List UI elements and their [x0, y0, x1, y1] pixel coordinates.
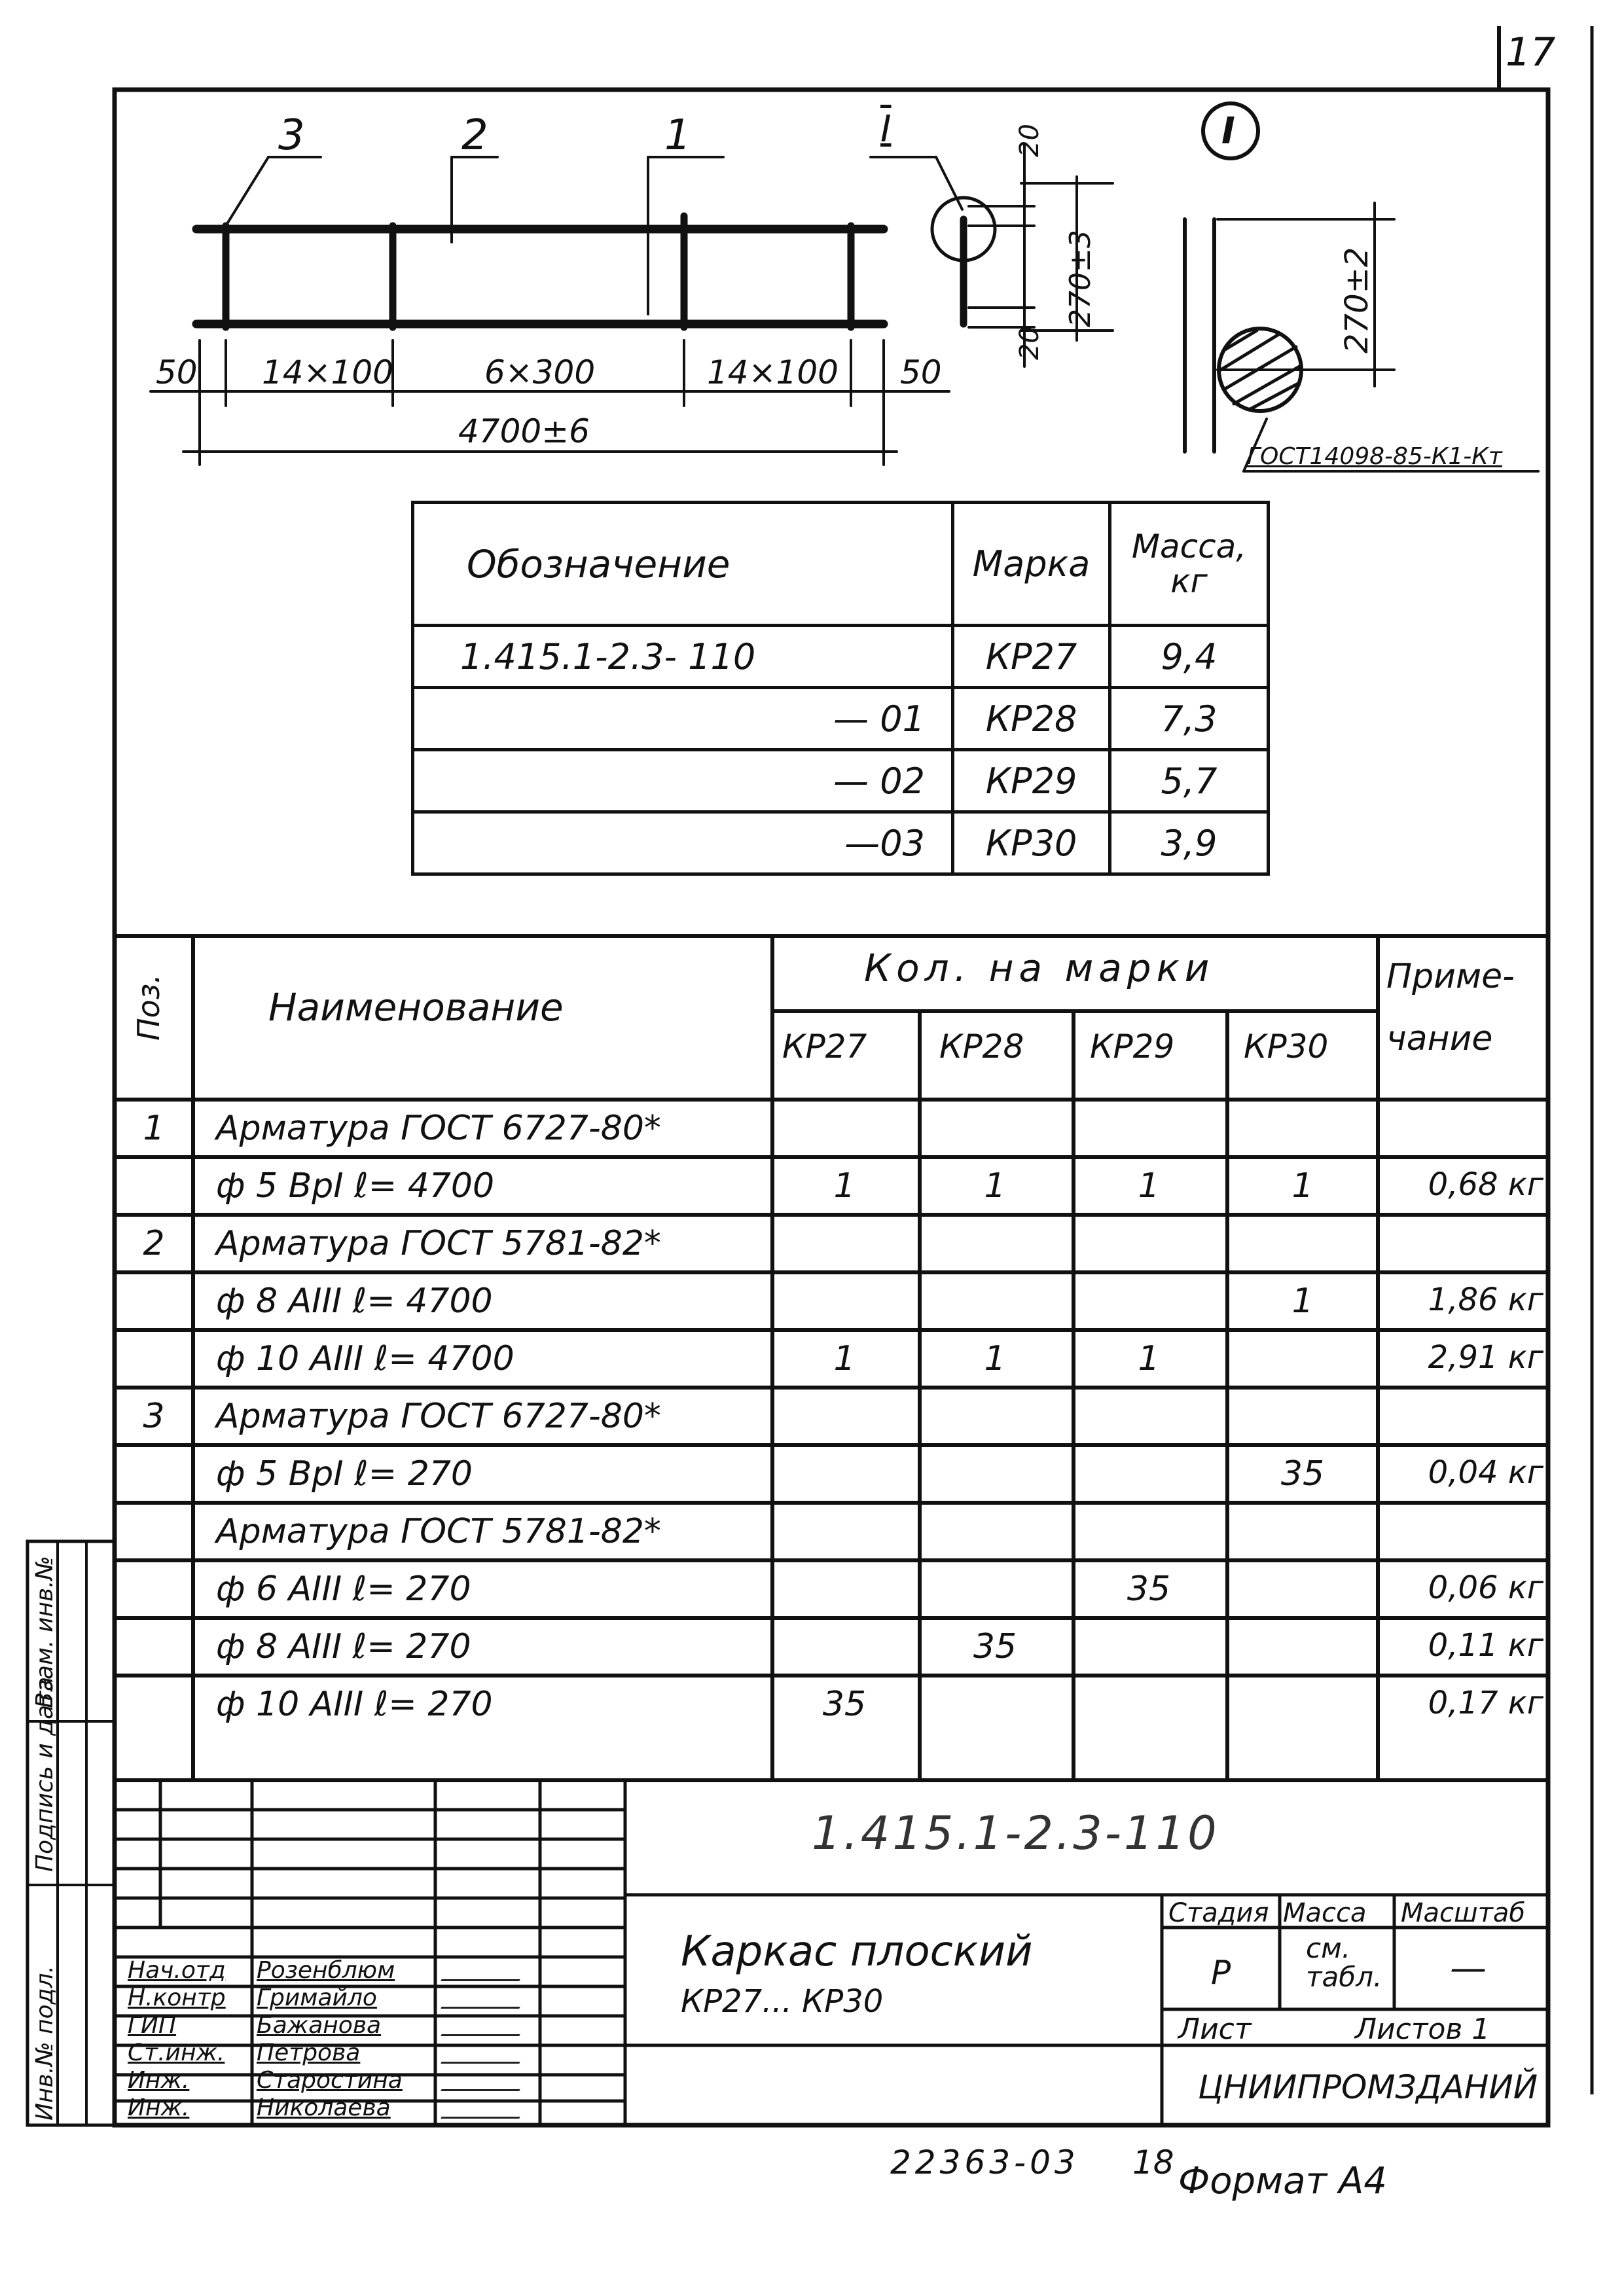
signature-scribble	[441, 2045, 528, 2064]
spec-row-qty: 1	[1291, 1282, 1314, 1321]
footer-number: 18	[1132, 2144, 1174, 2181]
spec-row-name: Арматура ГОСТ 6727-80*	[216, 1109, 661, 1148]
spec-row-note: 0,17 кг	[1428, 1685, 1543, 1721]
signature-scribble	[441, 2072, 528, 2091]
spec-row-note: 2,91 кг	[1428, 1339, 1543, 1376]
spec-row-name: Арматура ГОСТ 5781-82*	[216, 1512, 661, 1551]
signatory-name: Гримайло	[257, 1984, 377, 2011]
section-mark: I	[880, 108, 892, 151]
spec-row-name: ф 6 АIII ℓ= 270	[216, 1570, 471, 1609]
sheets-label: Листов 1	[1355, 2013, 1490, 2046]
signatory-role: Нач.отд	[128, 1957, 226, 1984]
spec-row-qty: 1	[833, 1339, 856, 1378]
signatory-role: Инж.	[128, 2067, 190, 2094]
mark-table-header-mass: Масса, кг	[1110, 503, 1269, 626]
dim-cover-bottom: 20	[1015, 327, 1045, 360]
doc-subtitle: КР27... КР30	[681, 1983, 884, 2020]
spec-row-name: ф 8 АIII ℓ= 4700	[216, 1282, 493, 1321]
spec-row-pos: 1	[143, 1109, 165, 1148]
signatory-role: Ст.инж.	[128, 2039, 225, 2066]
dim-total-length: 4700±6	[458, 412, 590, 450]
footer-format: Формат А4	[1178, 2160, 1387, 2202]
organization: ЦНИИПРОМЗДАНИЙ	[1198, 2068, 1538, 2106]
spec-row-name: ф 10 АIII ℓ= 270	[216, 1685, 493, 1724]
spec-row-name: ф 5 ВрI ℓ= 4700	[216, 1166, 495, 1206]
dim-right-spacing: 14×100	[707, 353, 839, 391]
stage-label: Стадия	[1168, 1898, 1269, 1928]
dim-right-end: 50	[900, 353, 942, 391]
mark-row-mass: 9,4	[1110, 626, 1269, 688]
spec-row-qty: 35	[822, 1685, 867, 1724]
footer-code: 22363-03	[890, 2144, 1079, 2181]
section-mark-circled: I	[1221, 110, 1235, 152]
spec-row-note: 0,06 кг	[1428, 1570, 1543, 1606]
spec-row-note: 0,68 кг	[1428, 1166, 1543, 1203]
dim-left-end: 50	[156, 353, 198, 391]
spec-header-qty: Кол. на марки	[864, 946, 1215, 990]
spec-header-mark: КР30	[1244, 1028, 1329, 1066]
mass-label: Масса	[1283, 1898, 1367, 1928]
signatory-name: Бажанова	[257, 2012, 382, 2039]
signature-scribble	[441, 2100, 528, 2119]
spec-row-qty: 35	[973, 1627, 1017, 1666]
dim-cover-top: 20	[1015, 124, 1045, 157]
spec-row-qty: 1	[833, 1166, 856, 1206]
spec-row-qty: 1	[984, 1166, 1006, 1206]
signatory-role: Инж.	[128, 2094, 190, 2121]
mark-row-mass: 7,3	[1110, 688, 1269, 750]
spec-row-name: Арматура ГОСТ 6727-80*	[216, 1397, 661, 1436]
callout-position-3: 3	[278, 111, 305, 160]
callout-position-1: 1	[664, 111, 691, 160]
mark-table-header-designation: Обозначение	[413, 503, 953, 626]
spec-row-name: ф 5 ВрI ℓ= 270	[216, 1454, 473, 1494]
dim-section-height: 270±3	[1064, 230, 1097, 327]
spec-row-pos: 3	[143, 1397, 165, 1436]
page-number: 17	[1506, 29, 1556, 75]
spec-row-qty: 1	[984, 1339, 1006, 1378]
mark-row-mass: 5,7	[1110, 750, 1269, 812]
signatory-name: Розенблюм	[257, 1957, 395, 1984]
spec-header-mark: КР27	[782, 1028, 867, 1066]
spec-header-mark: КР29	[1090, 1028, 1175, 1066]
dim-left-spacing: 14×100	[262, 353, 393, 391]
dim-middle-spacing: 6×300	[484, 353, 596, 391]
signature-scribble	[441, 2017, 528, 2036]
mark-row-designation: 1.415.1-2.3- 110	[413, 626, 953, 688]
spec-row-note: 0,04 кг	[1428, 1454, 1543, 1491]
spec-row-note: 1,86 кг	[1428, 1282, 1543, 1318]
doc-code: 1.415.1-2.3-110	[812, 1806, 1219, 1860]
spec-row-qty: 1	[1291, 1166, 1314, 1206]
spec-row-name: ф 8 АIII ℓ= 270	[216, 1627, 471, 1666]
sheet-label: Лист	[1178, 2013, 1252, 2046]
spec-header-note: Приме- чание	[1386, 957, 1515, 1058]
signature-scribble	[441, 1990, 528, 2009]
spec-row-pos: 2	[143, 1224, 165, 1263]
mark-row-mark: КР29	[953, 750, 1110, 812]
mark-table-header-mark: Марка	[953, 503, 1110, 626]
signatory-name: Петрова	[257, 2039, 361, 2066]
spec-header-name: Наименование	[268, 985, 564, 1030]
doc-title: Каркас плоский	[681, 1928, 1033, 1976]
scale-value: —	[1450, 1947, 1487, 1990]
stamp-inv-no: Инв.№ подл.	[31, 1965, 58, 2121]
spec-row-qty: 1	[1138, 1166, 1160, 1206]
spec-header-mark: КР28	[939, 1028, 1024, 1066]
mark-row-mass: 3,9	[1110, 812, 1269, 874]
spec-row-qty: 1	[1138, 1339, 1160, 1378]
signature-scribble	[441, 1962, 528, 1981]
mark-row-designation: —03	[413, 812, 953, 874]
spec-header-pos: Поз.	[131, 974, 166, 1041]
mark-row-mark: КР27	[953, 626, 1110, 688]
mark-row-designation: — 02	[413, 750, 953, 812]
mass-value: см. табл.	[1306, 1932, 1382, 1994]
scale-label: Масштаб	[1401, 1898, 1526, 1928]
weld-note: ГОСТ14098-85-К1-Кт	[1247, 443, 1502, 470]
callout-position-2: 2	[461, 111, 488, 160]
signatory-role: ГИП	[128, 2012, 177, 2039]
stamp-replace-inv: Взам. инв.№	[31, 1556, 58, 1708]
stamp-signature-date: Подпись и дата	[31, 1676, 58, 1872]
spec-row-name: ф 10 АIII ℓ= 4700	[216, 1339, 514, 1378]
mark-row-mark: КР28	[953, 688, 1110, 750]
mark-row-designation: — 01	[413, 688, 953, 750]
spec-row-qty: 35	[1127, 1570, 1171, 1609]
mark-row-mark: КР30	[953, 812, 1110, 874]
spec-row-note: 0,11 кг	[1428, 1627, 1543, 1664]
signatory-name: Старостина	[257, 2067, 403, 2094]
spec-row-qty: 35	[1280, 1454, 1325, 1494]
dim-section-i-height: 270±2	[1339, 247, 1375, 353]
signatory-name: Николаева	[257, 2094, 391, 2121]
stage-value: Р	[1211, 1954, 1231, 1992]
mark-table	[411, 501, 1270, 876]
spec-row-name: Арматура ГОСТ 5781-82*	[216, 1224, 661, 1263]
signatory-role: Н.контр	[128, 1984, 226, 2011]
